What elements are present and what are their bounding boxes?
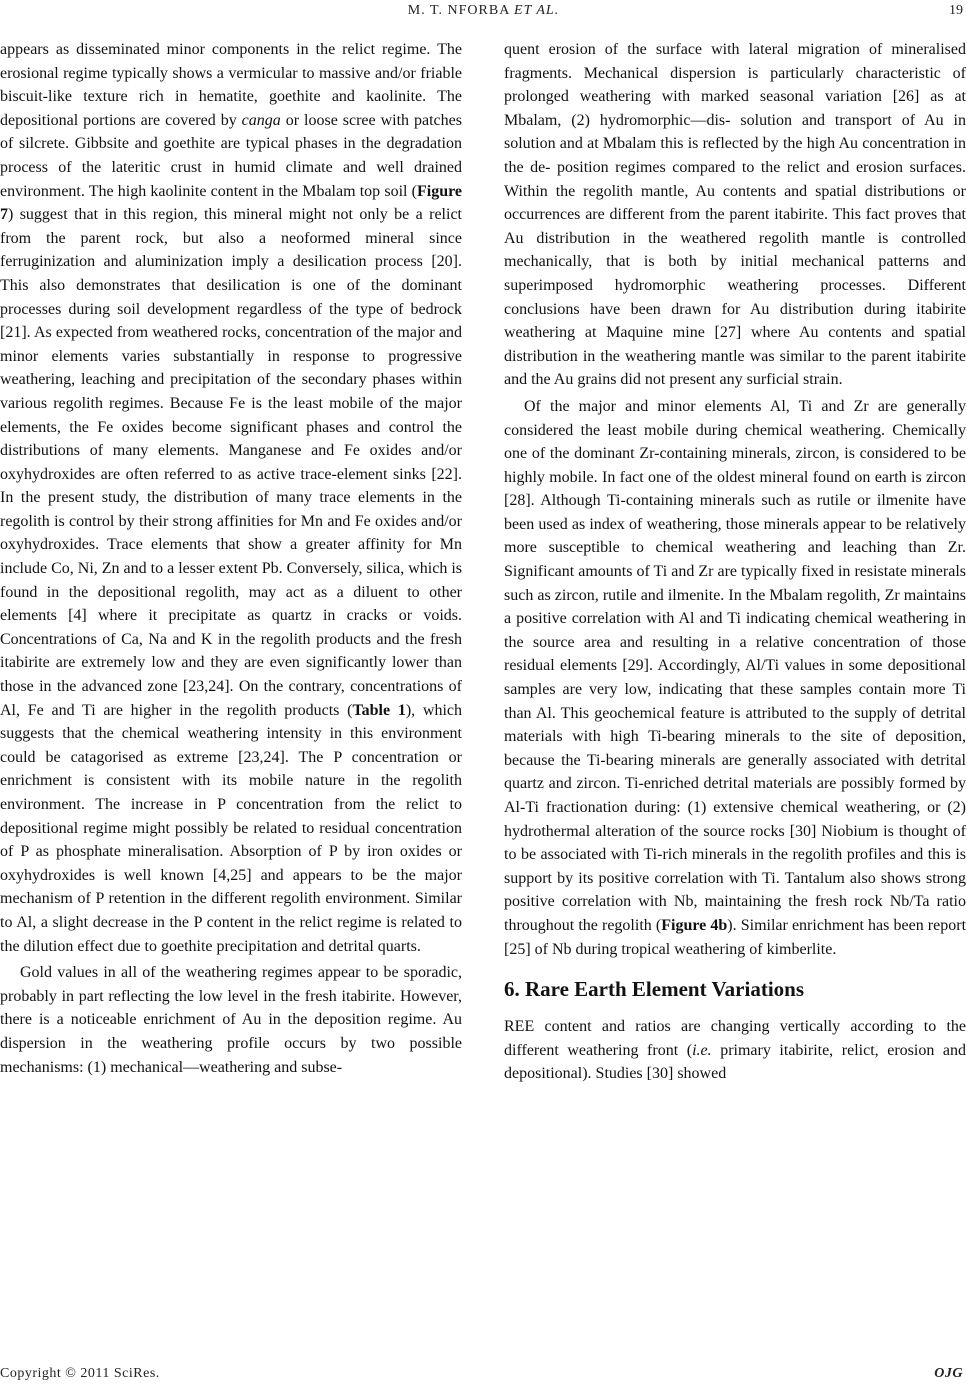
body-paragraph (504, 395, 966, 961)
text-run: Of the major and minor elements Al, Ti and Zr are generally considered the least mobile during chemical weathering. Chemically one of the dominant Zr-containing minerals, zircon, is considered to be highly mobile. In fact one of the oldest mineral found on earth is zircon [28]. Although Ti-containing minerals such as rutile or ilmenite have been used as index of weathering, those minerals appear to be relatively more susceptible to chemical weathering and leaching than Zr. Significant amounts of Ti and Zr are typically fixed in resistate minerals such as zircon, rutile and ilmenite. In the Mbalam regolith, Zr maintains a positive correlation with Al and Ti indicating chemical weathering in the source area and resulting in a relative concentration of those residual elements [29]. Accordingly, Al/Ti values in some depositional samples are very low, indicating that these samples contain more Ti than Al. This geochemical feature is attributed to the supply of detrital materials with high Ti-bearing minerals to the site of deposition, because the Ti-bearing minerals are generally associated with detrital quartz and zircon. Ti-enriched detrital materials are possibly formed by Al-Ti fractionation during: (1) extensive chemical weathering, or (2) hydrothermal alteration of the source rocks [30] Niobium is thought of to be associated with Ti-rich minerals in the regolith profiles and this is support by its positive correlation with Ti. Tantalum also shows strong positive correlation with Nb, maintaining the fresh rock Nb/Ta ratio throughout the regolith ( (504, 397, 966, 934)
journal-abbreviation: OJG (934, 1366, 963, 1381)
text-run: ) suggest that in this region, this mineral might not only be a relict from the parent rock, but also a neoformed mineral since ferruginization and aluminization imply a desilication process [20]. This also demonstrates that desilication is one of the dominant processes during soil development regardless of the type of bedrock [21]. As expected from weathered rocks, concentration of the major and minor elements varies substantially in response to progressive weathering, leaching and precipitation of the secondary phases within various regolith regimes. Because Fe is the least mobile of the major elements, the Fe oxides become significant phases and control the distributions of many elements. Manganese and Fe oxides and/or oxyhydroxides are often referred to as active trace-element sinks [22]. In the present study, the distribution of many trace elements in the regolith is control by their strong affinities for Mn and Fe oxides and/or oxyhydroxides. Trace elements that show a greater affinity for Mn include Co, Ni, Zn and to a lesser extent Pb. Conversely, silica, which is found in the depositional regolith, may act as a diluent to other elements [4] where it precipitate as quartz in cracks or voids. Concentrations of Ca, Na and K in the regolith products and the fresh itabirite are extremely low and they are even significantly lower than those in the advanced zone [23,24]. On the contrary, concentrations of Al, Fe and Ti are higher in the regolith products ( (0, 206, 462, 719)
right-column (504, 38, 966, 1086)
text-run: ), which suggests that the chemical weathering intensity in this environment could be catagorised as extreme [23,24]. The P concentration or enrichment is consistent with its mobile nature in the regolith environment. The increase in P concentration from the relict to depositional regime might possibly be related to residual concentration of P as phosphate mineralisation. Absorption of P by iron oxides or oxyhydroxides is well known [4,25] and appears to be the major mechanism of P retention in the different regolith environment. Similar to Al, a slight decrease in the P content in the relict regime is related to the dilution effect due to goethite precipitation and detrital quarts. (0, 701, 462, 955)
bold-reference: Table 1 (352, 701, 406, 719)
body-paragraph (0, 961, 462, 1079)
section-heading: 6. Rare Earth Element Variations (504, 977, 805, 1002)
bold-reference: Figure 4b (661, 916, 728, 934)
text-run: REE content and ratios are changing vertically according to the different weathering front ( (504, 1018, 966, 1059)
text-run: or loose scree with patches of silcrete. Gibbsite and goethite are typical phases in the degradation process of the lateritic crust in humid climate and well drained environment. The high kaolinite content in the Mbalam top soil ( (0, 111, 462, 200)
running-header (0, 0, 967, 26)
text-run: ). Similar enrichment has been report [25] of Nb during tropical weathering of kimberlite. (504, 916, 967, 958)
body-paragraph (504, 38, 966, 392)
running-head-authors: M. T. NFORBA (407, 3, 515, 18)
body-paragraph (504, 1015, 966, 1086)
text-run: appears as disseminated minor components in the relict regime. The erosional regime typically shows a vermicular to massive and/or friable biscuit-like texture rich in hematite, goethite and kaolinite. The depositional portions are covered by (0, 41, 462, 129)
page-number: 19 (949, 3, 963, 18)
running-head (0, 3, 967, 19)
text-run: primary itabirite, relict, erosion and depositional). Studies [30] showed (504, 1041, 967, 1083)
body-paragraph (0, 38, 462, 958)
left-column (0, 38, 462, 1079)
bold-reference: Figure 7 (0, 182, 462, 224)
italic-term: i.e. (692, 1041, 712, 1059)
text-run: Gold values in all of the weathering regimes appear to be sporadic, probably in part reflecting the low level in the fresh itabirite. However, there is a noticeable enrichment of Au in the deposition regime. Au dispersion in the weathering profile occurs by two possible mechanisms: (1) mechanical—weathering and subse- (0, 964, 462, 1076)
running-head-et-al: ET AL. (514, 3, 560, 18)
text-run: quent erosion of the surface with lateral migration of mineralised fragments. Mechanical dispersion is particularly characteristic of prolonged weathering with marked seasonal variation [26] as at Mbalam, (2) hydromorphic—dis- solution and transport of Au in solution and at Mbalam this is reflected by the high Au concentration in the de- position regimes compared to the relict and erosion surfaces. Within the regolith mantle, Au contents and spatial distributions or occurrences are different from the parent itabirite. This fact proves that Au distribution in the weathered regolith mantle is controlled mechanically, that is both by initial mechanical patterns and superimposed hydromorphic weathering processes. Different conclusions have been drawn for Au distribution during itabirite weathering at Maquine mine [27] where Au contents and spatial distribution in the weathering mantle was similar to the parent itabirite and the Au grains did not present any surficial strain. (504, 41, 966, 389)
copyright-notice: Copyright © 2011 SciRes. (0, 1366, 160, 1381)
italic-term: canga (241, 111, 281, 129)
